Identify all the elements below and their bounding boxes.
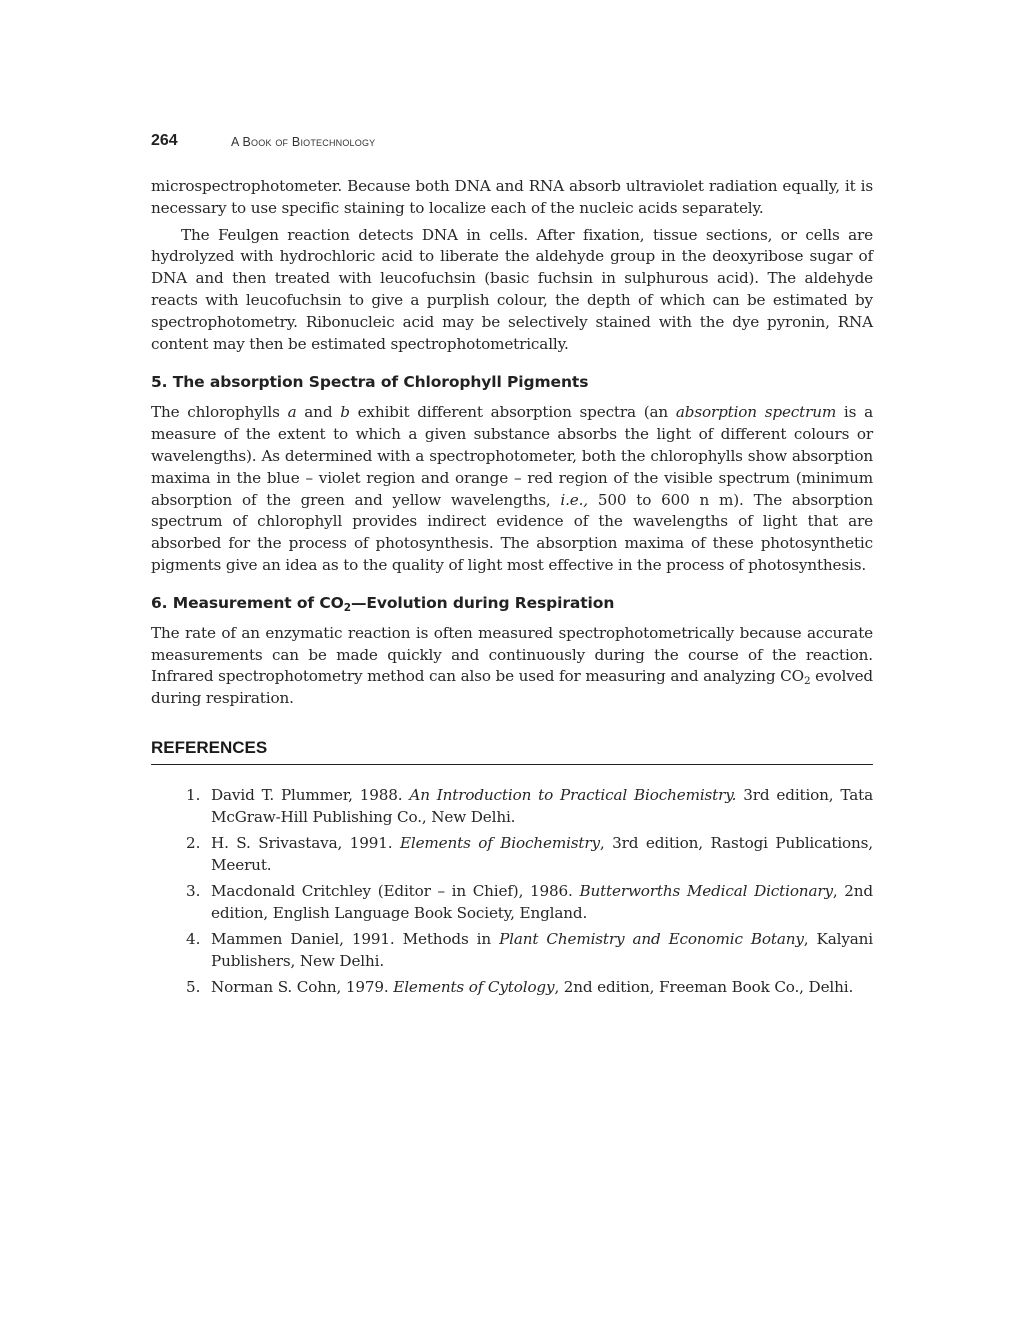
references-heading: REFERENCES xyxy=(151,738,873,765)
reference-item: 4. Mammen Daniel, 1991. Methods in Plant Chemistry and Economic Botany, Kalyani Publishers, New Delhi. xyxy=(186,930,873,971)
section-heading-absorption-spectra: 5. The absorption Spectra of Chlorophyll Pigments xyxy=(151,373,589,392)
section-heading-co2-measurement: 6. Measurement of $CO_2—Evolution$ during Respiration xyxy=(151,593,615,614)
running-head xyxy=(151,132,873,154)
paragraph-feulgen: The Feulgen reaction detects DNA in cells. After fixation, tissue sections, or cells are hydrolyzed with hydrochloric acid to liberate the aldehyde group in the deoxyribose sugar of DNA and then treated with leucofuchsin (basic fuchsin in sulphurous acid). The aldehyde reacts with leucofuchsin to give a purplish colour, the depth of which can be estimated by spectrophotometry. Ribonucleic acid may be selectively stained with the dye pyronin, RNA content may then be estimated spectrophotometrically. xyxy=(151,225,873,353)
reference-item: 5. Norman S. Cohn, 1979. Elements of Cytology, 2nd edition, Freeman Book Co., Delhi. xyxy=(186,978,854,997)
paragraph-continuation: microspectrophotometer. Because both DNA and RNA absorb ultraviolet radiation equally, it is necessary to use specific staining to localize each of the nucleic acids separately. xyxy=(151,177,873,217)
reference-item: 1. David T. Plummer, 1988. An Introduction to Practical Biochemistry. 3rd edition, Tata McGraw-Hill Publishing Co., New Delhi. xyxy=(186,785,873,826)
reference-item: 3. Macdonald Critchley (Editor – in Chief), 1986. Butterworths Medical Dictionary, 2nd edition, English Language Book Society, England. xyxy=(186,882,874,922)
page-body xyxy=(151,176,873,1004)
book-title: A Book of Biotechnology xyxy=(231,135,376,149)
references-list xyxy=(151,785,873,999)
paragraph-chlorophyll: The chlorophylls a and b exhibit different absorption spectra (an absorption spectrum is a measure of the extent to which a given substance absorbs the light of different colours or wavelengths). As determined with a spectrophotometer, both the chlorophylls show absorption maxima in the blue – violet region and orange – red region of the visible spectrum (minimum absorption of the green and yellow wavelengths, i.e., 500 to 600 n m). The absorption spectrum of chlorophyll provides indirect evidence of the wavelengths of light that are absorbed for the process of photosynthesis. The absorption maxima of these photosynthetic pigments give an idea as to the quality of light most effective in the process of photosynthesis. xyxy=(151,403,873,574)
reference-item: 2. H. S. Srivastava, 1991. Elements of Biochemistry, 3rd edition, Rastogi Publications, Meerut. xyxy=(186,834,873,874)
paragraph-respiration: The rate of an enzymatic reaction is often measured spectrophotometrically because accurate measurements can be made quickly and continuously during the course of the reaction. Infrared spectrophotometry method can also be used for measuring and analyzing $CO_2$ evolved during respiration. xyxy=(151,623,873,708)
page-number: 264 xyxy=(151,132,178,149)
